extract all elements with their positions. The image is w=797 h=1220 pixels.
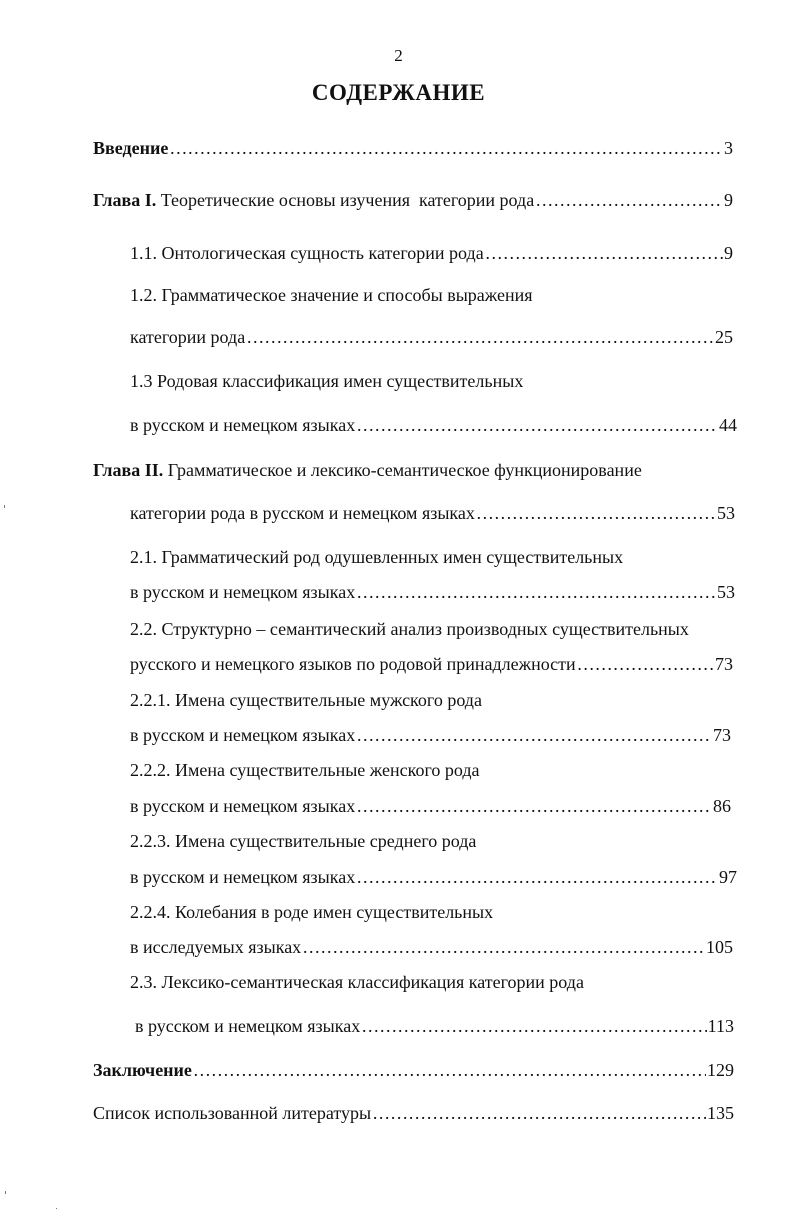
toc-entry-2-2-4-line1[interactable]: 2.2.4. Колебания в роде имен существительных bbox=[130, 902, 494, 922]
toc-chapter-prefix: Глава II. bbox=[93, 460, 164, 480]
toc-entry-2-2[interactable] bbox=[130, 653, 733, 675]
toc-page: 53 bbox=[717, 503, 735, 523]
toc-leader bbox=[246, 326, 714, 348]
toc-entry-chapter-2-line1[interactable] bbox=[93, 459, 642, 481]
toc-label: категории рода bbox=[130, 327, 246, 347]
toc-page: 9 bbox=[724, 190, 733, 210]
toc-entry-2-2-4[interactable] bbox=[130, 936, 733, 958]
toc-leader bbox=[356, 866, 718, 888]
toc-page: 113 bbox=[707, 1016, 734, 1036]
toc-entry-bibliography[interactable] bbox=[93, 1102, 734, 1124]
toc-leader bbox=[476, 502, 716, 524]
toc-label: в русском и немецком языках bbox=[130, 867, 356, 887]
toc-entry-conclusion[interactable] bbox=[93, 1059, 734, 1081]
toc-page: 25 bbox=[715, 327, 733, 347]
toc-leader bbox=[169, 137, 723, 159]
toc-entry-2-1-line1[interactable]: 2.1. Грамматический род одушевленных имен существительных bbox=[130, 547, 624, 567]
toc-entry-chapter-2[interactable] bbox=[130, 502, 735, 524]
toc-entry-2-1[interactable] bbox=[130, 581, 735, 603]
toc-leader bbox=[577, 653, 714, 675]
toc-label: Список использованной литературы bbox=[93, 1103, 372, 1123]
toc-page: 9 bbox=[724, 243, 733, 263]
toc-leader bbox=[193, 1059, 706, 1081]
toc-label: в русском и немецком языках bbox=[130, 796, 356, 816]
toc-label: Заключение bbox=[93, 1060, 192, 1080]
toc-entry-chapter-1[interactable] bbox=[93, 189, 733, 211]
toc-label: в русском и немецком языках bbox=[130, 582, 356, 602]
toc-page: 97 bbox=[719, 867, 737, 887]
scan-speck bbox=[4, 505, 5, 508]
toc-entry-1-1[interactable] bbox=[130, 242, 733, 264]
toc-label: Теоретические основы изучения категории рода bbox=[156, 190, 535, 210]
toc-entry-1-2[interactable] bbox=[130, 326, 733, 348]
toc-entry-2-2-1[interactable] bbox=[130, 724, 731, 746]
toc-entry-2-2-line1[interactable]: 2.2. Структурно – семантический анализ производных существительных bbox=[130, 619, 689, 639]
toc-entry-2-3-line1[interactable]: 2.3. Лексико-семантическая классификация категории рода bbox=[130, 972, 584, 992]
toc-label: в русском и немецком языках bbox=[130, 725, 356, 745]
toc-entry-1-3[interactable] bbox=[130, 414, 737, 436]
toc-entry-2-2-2-line1[interactable]: 2.2.2. Имена существительные женского рода bbox=[130, 760, 480, 780]
toc-leader bbox=[302, 936, 705, 958]
toc-leader bbox=[356, 724, 712, 746]
toc-leader bbox=[356, 581, 716, 603]
toc-entry-2-2-1-line1[interactable]: 2.2.1. Имена существительные мужского рода bbox=[130, 690, 482, 710]
toc-page: 73 bbox=[713, 725, 731, 745]
toc-label: Грамматическое и лексико-семантическое функционирование bbox=[163, 460, 642, 480]
toc-entry-2-2-2[interactable] bbox=[130, 795, 731, 817]
toc-label: 1.1. Онтологическая сущность категории рода bbox=[130, 243, 484, 263]
toc-leader bbox=[356, 795, 712, 817]
toc-entry-intro[interactable] bbox=[93, 137, 733, 159]
toc-page: 105 bbox=[706, 937, 733, 957]
toc-page: 3 bbox=[724, 138, 733, 158]
toc-label: Введение bbox=[93, 138, 169, 158]
toc-entry-2-2-3[interactable] bbox=[130, 866, 737, 888]
toc-entry-2-2-3-line1[interactable]: 2.2.3. Имена существительные среднего рода bbox=[130, 831, 477, 851]
toc-page: 53 bbox=[717, 582, 735, 602]
toc-entry-2-3[interactable] bbox=[135, 1015, 734, 1037]
toc-entry-1-3-line1[interactable]: 1.3 Родовая классификация имен существительных bbox=[130, 371, 524, 391]
toc-leader bbox=[361, 1015, 706, 1037]
toc-leader bbox=[372, 1102, 706, 1124]
page-number: 2 bbox=[394, 46, 403, 65]
toc-entry-1-2-line1[interactable]: 1.2. Грамматическое значение и способы выражения bbox=[130, 285, 533, 305]
scan-speck bbox=[56, 1208, 57, 1209]
toc-leader bbox=[535, 189, 723, 211]
toc-label: категории рода в русском и немецком языках bbox=[130, 503, 475, 523]
toc-leader bbox=[485, 242, 723, 264]
toc-label: русского и немецкого языков по родовой принадлежности bbox=[130, 654, 576, 674]
toc-label: в русском и немецком языках bbox=[130, 415, 356, 435]
toc-label: в русском и немецком языках bbox=[135, 1016, 361, 1036]
page-title: СОДЕРЖАНИЕ bbox=[311, 80, 486, 105]
toc-leader bbox=[356, 414, 718, 436]
toc-page: 129 bbox=[707, 1060, 734, 1080]
toc-page: 135 bbox=[707, 1103, 734, 1123]
toc-label: в исследуемых языках bbox=[130, 937, 302, 957]
toc-page: 86 bbox=[713, 796, 731, 816]
toc-page: 73 bbox=[715, 654, 733, 674]
toc-chapter-prefix: Глава I. bbox=[93, 190, 157, 210]
scan-speck bbox=[5, 1191, 6, 1194]
toc-page: 44 bbox=[719, 415, 737, 435]
